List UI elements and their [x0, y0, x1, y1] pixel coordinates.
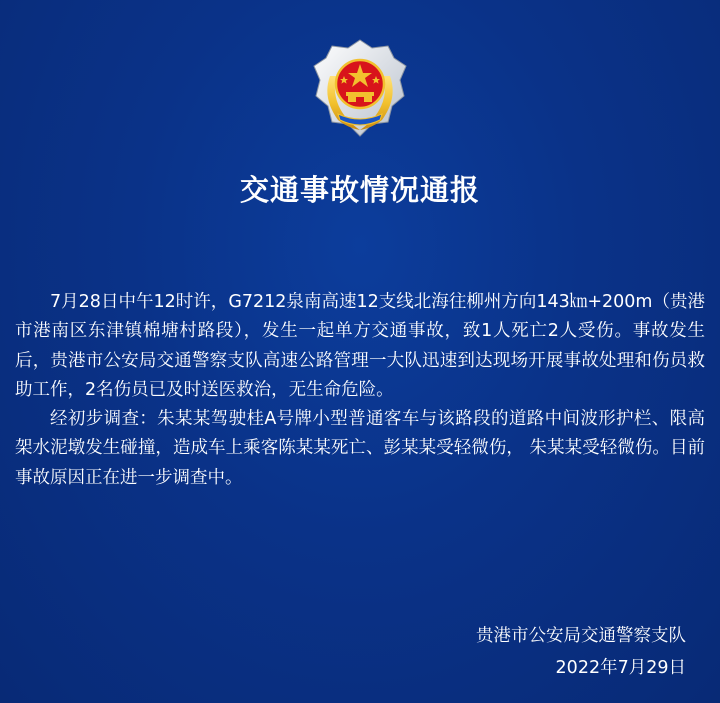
- issuer: 贵港市公安局交通警察支队: [476, 626, 686, 646]
- issue-date: 2022年7月29日: [555, 658, 686, 678]
- page-title: 交通事故情况通报: [239, 173, 480, 207]
- paragraph-accident: 7月28日中午12时许，G7212泉南高速12支线北海往柳州方向143㎞+200m（贵港市港南区东津镇棉塘村路段），发生一起单方交通事故，致1人死亡2人受伤。事故发生后，贵港市公安局交通警察支队高速公路管理一大队迅速到达现场开展事故处理和伤员救助工作，2名伤员已及时送医救治，无生命危险。: [15, 292, 705, 400]
- notice-body: [15, 288, 705, 493]
- paragraph-investigation: 经初步调查：朱某某驾驶桂A号牌小型普通客车与该路段的道路中间波形护栏、限高架水泥墩发生碰撞，造成车上乘客陈某某死亡、彭某某受轻微伤， 朱某某受轻微伤。目前事故原因正在进一步调查中。: [15, 409, 705, 488]
- signature-block: [476, 620, 686, 684]
- police-emblem-icon: [308, 36, 412, 140]
